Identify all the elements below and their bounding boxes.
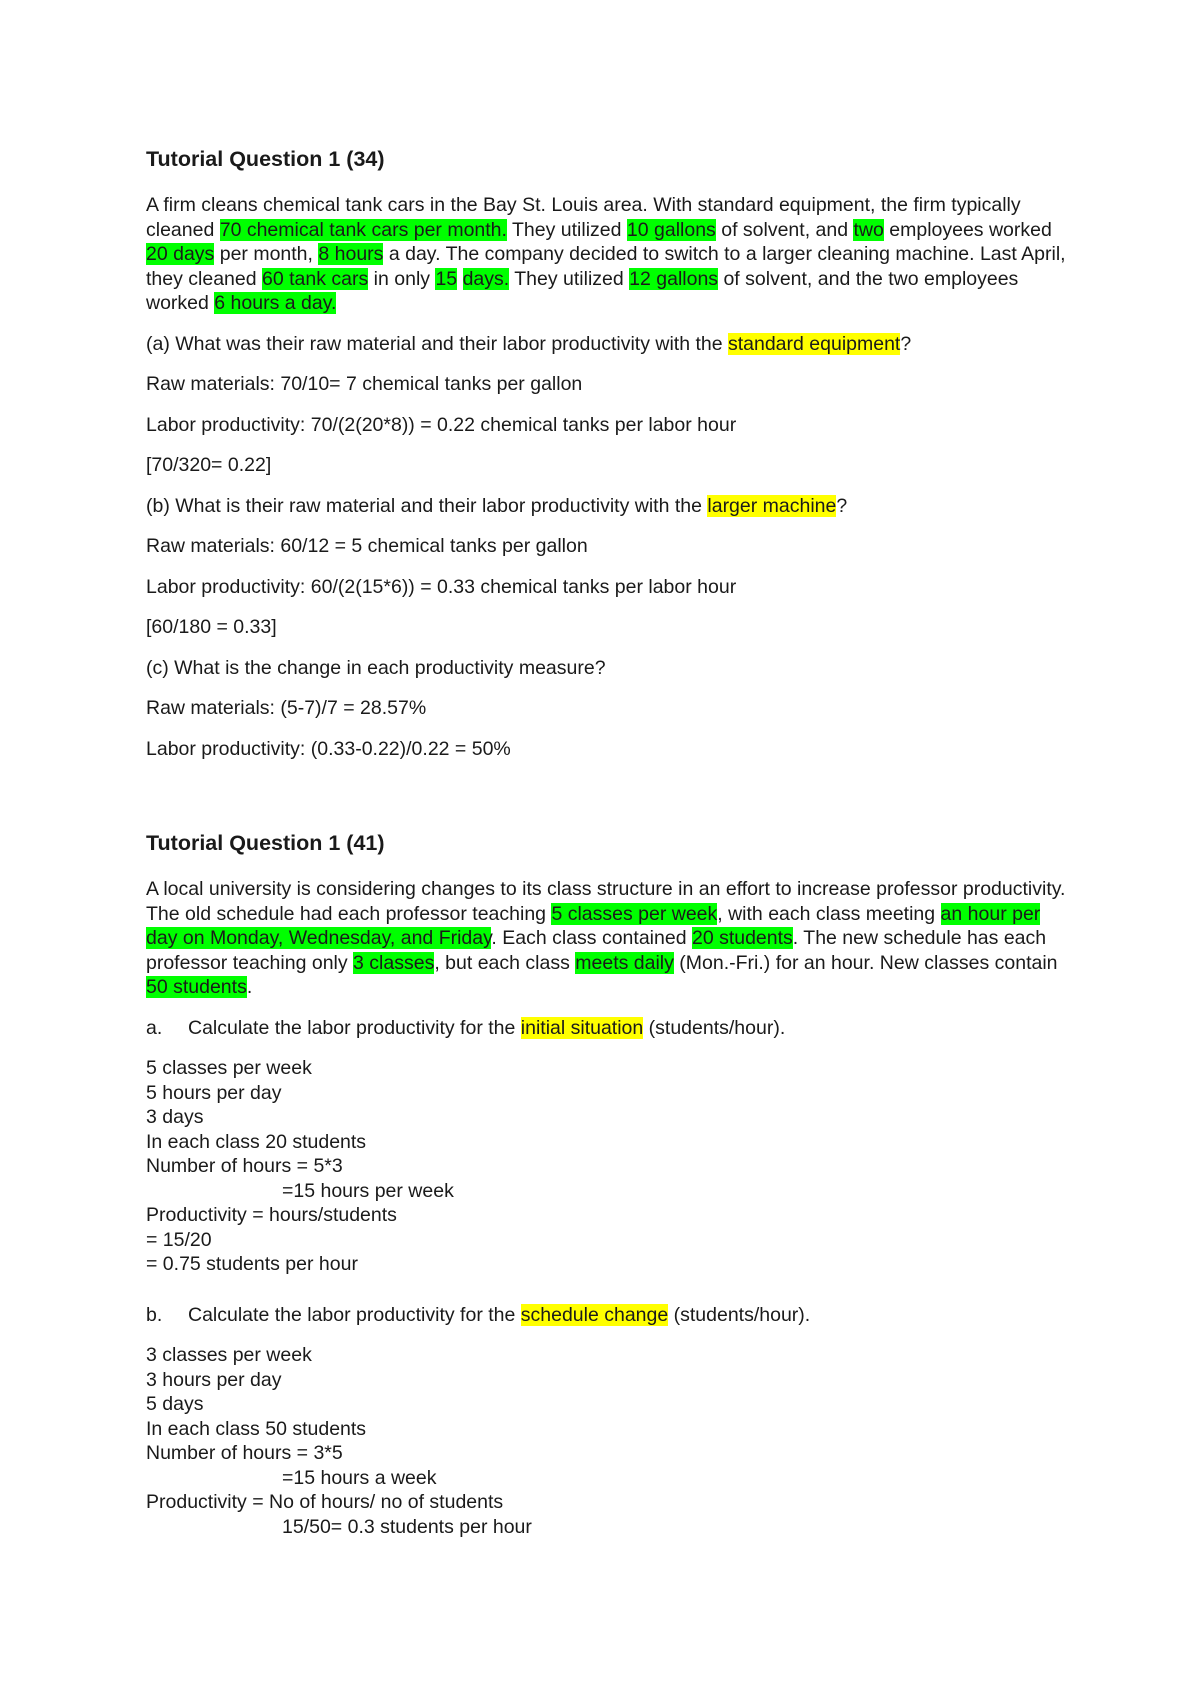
- question-34-heading: Tutorial Question 1 (34): [146, 147, 385, 171]
- highlighted-text: meets daily: [575, 951, 674, 974]
- working-line: Productivity = No of hours/ no of students: [146, 1491, 504, 1513]
- text-run: (b) What is their raw material and their labor productivity with the: [146, 494, 708, 517]
- working-line: 3 classes per week: [146, 1344, 312, 1366]
- text-run: of solvent, and the two employees worked: [146, 267, 1019, 314]
- highlighted-text: days.: [462, 267, 510, 290]
- text-run: (Mon.-Fri.) for an hour. New classes contain: [673, 951, 1058, 974]
- text-run: . The new schedule has each professor teaching only: [146, 927, 1047, 974]
- spacer: [146, 1293, 1066, 1303]
- question-34-c-labor: Labor productivity: (0.33-0.22)/0.22 = 50%: [146, 737, 511, 760]
- highlighted-text: 8 hours: [318, 243, 384, 265]
- highlighted-text: 3 classes: [353, 951, 435, 974]
- text-run: , with each class meeting: [717, 902, 941, 925]
- text-run: , but each class: [434, 951, 576, 974]
- highlighted-text: larger machine: [707, 494, 837, 517]
- working-line: Number of hours = 3*5: [146, 1442, 343, 1464]
- working-line: Productivity = hours/students: [146, 1204, 397, 1226]
- working-line: 15/50= 0.3 students per hour: [282, 1515, 532, 1538]
- text-run: of solvent, and: [715, 218, 854, 241]
- question-34-intro: [146, 193, 1066, 316]
- highlighted-text: 12 gallons: [629, 267, 719, 290]
- working-line: = 15/20: [146, 1228, 212, 1251]
- question-41-heading: Tutorial Question 1 (41): [146, 831, 385, 855]
- question-34-c-raw: Raw materials: (5-7)/7 = 28.57%: [146, 697, 427, 719]
- question-41-intro: [146, 877, 1066, 1000]
- highlighted-text: 20 days: [146, 243, 215, 265]
- question-34-a-raw: Raw materials: 70/10= 7 chemical tanks per gallon: [146, 373, 583, 395]
- question-34-part-b: [146, 494, 1066, 519]
- part-b-label: b.: [146, 1303, 163, 1326]
- question-34-b-raw: Raw materials: 60/12 = 5 chemical tanks per gallon: [146, 535, 588, 557]
- working-line: =15 hours a week: [282, 1466, 437, 1489]
- part-a-text: [188, 1017, 785, 1039]
- highlighted-text: schedule change: [520, 1303, 669, 1326]
- highlighted-text: 50 students: [146, 976, 247, 998]
- working-line: =15 hours per week: [282, 1179, 454, 1202]
- working-line: In each class 50 students: [146, 1417, 367, 1440]
- text-run: a day. The company decided to switch to a larger cleaning machine. Last April, they cleaned: [146, 243, 1066, 290]
- text-run: (students/hour).: [643, 1016, 786, 1039]
- text-run: per month,: [214, 243, 319, 265]
- highlighted-text: two: [853, 218, 884, 241]
- text-run: A firm cleans chemical tank cars in the Bay St. Louis area. With standard equipment, the firm typically cleaned: [146, 194, 1021, 241]
- text-run: . Each class contained: [491, 927, 692, 949]
- text-run: (a) What was their raw material and their labor productivity with the: [146, 332, 728, 355]
- section-spacer: [146, 777, 1066, 827]
- highlighted-text: standard equipment: [727, 332, 901, 355]
- working-line: 5 days: [146, 1393, 204, 1415]
- highlighted-text: 5 classes per week: [551, 902, 718, 925]
- question-34-part-a: [146, 332, 1066, 357]
- text-run: Calculate the labor productivity for the: [188, 1303, 521, 1326]
- text-run: [457, 268, 462, 290]
- question-41-b-working: [146, 1343, 1066, 1539]
- text-run: employees worked: [883, 218, 1052, 241]
- question-41-part-b: [146, 1303, 1066, 1328]
- highlighted-text: 10 gallons: [626, 218, 716, 241]
- document-content: [146, 143, 1066, 1555]
- highlighted-text: 6 hours a day.: [214, 292, 337, 314]
- text-run: ?: [836, 494, 848, 517]
- working-line: 5 classes per week: [146, 1057, 312, 1079]
- highlighted-text: 70 chemical tank cars per month.: [219, 218, 507, 241]
- text-run: A local university is considering changes to its class structure in an effort to increase professor productivity. The old schedule had each professor teaching: [146, 878, 1066, 925]
- question-34-b-check: [60/180 = 0.33]: [146, 616, 277, 638]
- question-34-b-labor: Labor productivity: 60/(2(15*6)) = 0.33 chemical tanks per labor hour: [146, 575, 737, 598]
- working-line: Number of hours = 5*3: [146, 1155, 343, 1177]
- question-34-a-check: [70/320= 0.22]: [146, 454, 272, 476]
- question-41-part-a: [146, 1016, 1066, 1041]
- text-run: They utilized: [509, 267, 630, 290]
- text-run: Calculate the labor productivity for the: [188, 1016, 521, 1039]
- highlighted-text: 60 tank cars: [262, 267, 369, 290]
- question-41-a-working: [146, 1056, 1066, 1277]
- working-line: 3 days: [146, 1106, 204, 1128]
- working-line: = 0.75 students per hour: [146, 1253, 358, 1275]
- text-run: in only: [368, 267, 436, 290]
- question-34-a-labor: Labor productivity: 70/(2(20*8)) = 0.22 chemical tanks per labor hour: [146, 413, 737, 436]
- question-34-part-c: (c) What is the change in each productivity measure?: [146, 656, 606, 679]
- working-line: In each class 20 students: [146, 1130, 367, 1153]
- text-run: ?: [900, 332, 912, 355]
- part-b-text: [188, 1304, 810, 1326]
- highlighted-text: 20 students: [691, 927, 793, 949]
- text-run: .: [246, 976, 253, 998]
- working-line: 5 hours per day: [146, 1081, 282, 1104]
- highlighted-text: initial situation: [520, 1016, 644, 1039]
- text-run: (students/hour).: [668, 1303, 811, 1326]
- highlighted-text: an hour per day on Monday, Wednesday, and Friday: [146, 902, 1041, 949]
- highlighted-text: 15: [435, 267, 458, 290]
- text-run: They utilized: [506, 218, 627, 241]
- part-a-label: a.: [146, 1016, 163, 1039]
- working-line: 3 hours per day: [146, 1368, 282, 1391]
